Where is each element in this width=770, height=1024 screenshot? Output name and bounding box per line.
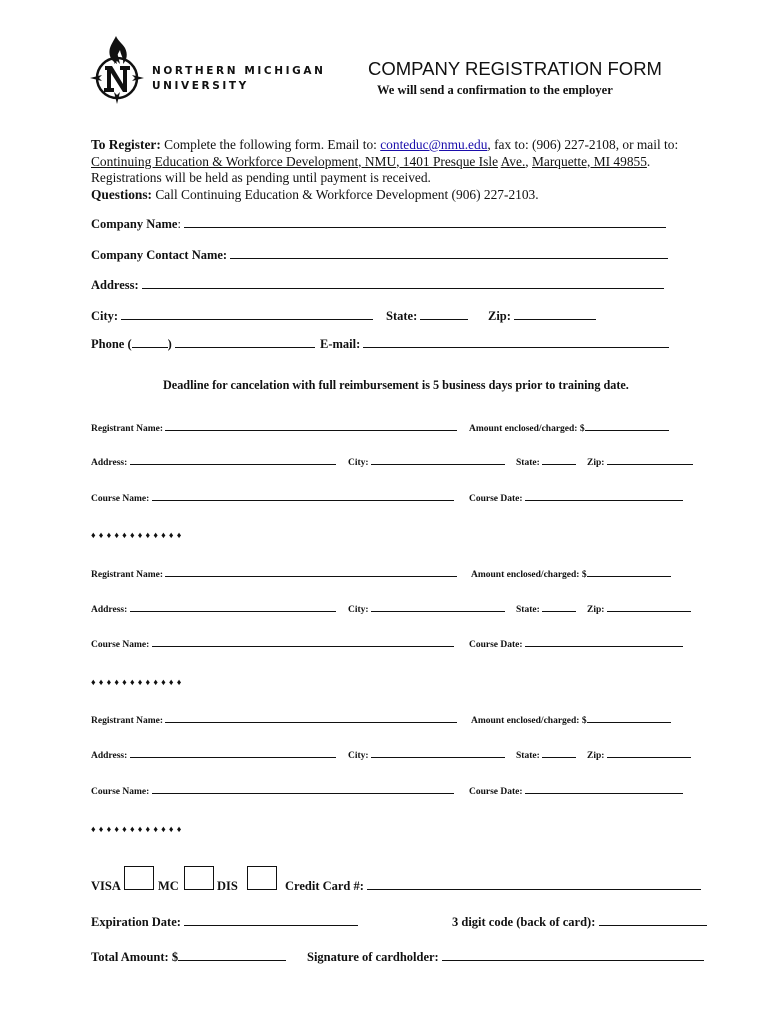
expiration-field[interactable]	[184, 924, 358, 926]
registrant-2-address-field[interactable]	[130, 610, 336, 612]
company-contact-field[interactable]	[230, 257, 668, 259]
registrant-3-course-name-group	[91, 787, 454, 797]
registrant-city-label: City:	[348, 751, 369, 761]
mc-checkbox[interactable]	[184, 866, 214, 890]
registrant-2-city-field[interactable]	[371, 610, 505, 612]
company-name-label: Company Name	[91, 217, 178, 231]
registrant-2-state-field[interactable]	[542, 610, 576, 612]
registrant-3-course-date-group	[469, 787, 683, 797]
separator-3: ♦♦♦♦♦♦♦♦♦♦♦♦	[91, 824, 185, 834]
mail-address-part1: Continuing Education & Workforce Development, NMU, 1401 Presque Isle	[91, 153, 499, 169]
company-state-group	[386, 309, 468, 324]
course-date-label: Course Date:	[469, 640, 523, 650]
company-state-field[interactable]	[420, 318, 468, 320]
course-name-label: Course Name:	[91, 494, 150, 504]
company-email-group	[320, 337, 669, 352]
registrant-state-label: State:	[516, 751, 540, 761]
company-email-label: E-mail:	[320, 337, 361, 351]
registrant-city-label: City:	[348, 458, 369, 468]
phone-label: Phone (	[91, 337, 132, 351]
register-label: To Register:	[91, 137, 161, 152]
phone-close-paren: )	[167, 337, 172, 351]
registrant-1-course-date-field[interactable]	[525, 499, 683, 501]
company-phone-group	[91, 337, 315, 352]
registrant-3-amount-group	[471, 716, 671, 726]
credit-card-group	[285, 879, 701, 894]
course-date-label: Course Date:	[469, 494, 523, 504]
company-state-label: State:	[386, 309, 418, 323]
registrant-2-address-group	[91, 605, 336, 615]
company-name-colon: :	[177, 217, 181, 231]
registrant-3-address-group	[91, 751, 336, 761]
registrant-2-amount-field[interactable]	[587, 575, 671, 577]
registrant-3-zip-field[interactable]	[607, 756, 691, 758]
amount-dollar: $	[581, 570, 587, 580]
security-code-field[interactable]	[599, 924, 707, 926]
dis-label-group	[217, 879, 238, 894]
registrant-3-state-group	[516, 751, 576, 761]
total-dollar: $	[171, 950, 179, 964]
registrant-address-label: Address:	[91, 458, 128, 468]
instructions-paragraph	[91, 137, 711, 203]
credit-card-label: Credit Card #:	[285, 879, 364, 893]
signature-group	[307, 950, 704, 965]
registrant-2-zip-field[interactable]	[607, 610, 691, 612]
registrant-1-state-field[interactable]	[542, 463, 576, 465]
registrant-1-zip-group	[587, 458, 693, 468]
separator-1: ♦♦♦♦♦♦♦♦♦♦♦♦	[91, 530, 185, 540]
course-name-label: Course Name:	[91, 787, 150, 797]
university-name-line1: NORTHERN MICHIGAN	[152, 65, 326, 77]
questions-label: Questions:	[91, 186, 153, 202]
email-link[interactable]: conteduc@nmu.edu	[380, 137, 488, 152]
registrant-3-course-date-field[interactable]	[525, 792, 683, 794]
registrant-city-label: City:	[348, 605, 369, 615]
credit-card-field[interactable]	[367, 888, 701, 890]
visa-label: VISA	[91, 879, 121, 893]
total-amount-label: Total Amount:	[91, 950, 169, 964]
separator-2: ♦♦♦♦♦♦♦♦♦♦♦♦	[91, 677, 185, 687]
registrant-2-name-field[interactable]	[165, 575, 457, 577]
registrant-3-amount-field[interactable]	[587, 721, 671, 723]
amount-dollar: $	[581, 716, 587, 726]
signature-field[interactable]	[442, 959, 704, 961]
registrant-1-amount-field[interactable]	[585, 429, 669, 431]
mail-address-part2: Ave.	[500, 153, 526, 169]
amount-dollar: $	[579, 424, 585, 434]
fax-text: , fax to: (906) 227-2108, or mail to:	[487, 137, 679, 152]
mail-address-part3: ,	[525, 153, 532, 169]
form-title: COMPANY REGISTRATION FORM	[368, 58, 662, 79]
registrant-state-label: State:	[516, 605, 540, 615]
registrant-2-amount-group	[471, 570, 671, 580]
security-code-label: 3 digit code (back of card):	[452, 915, 596, 929]
company-zip-group	[488, 309, 596, 324]
amount-label: Amount enclosed/charged:	[471, 716, 580, 726]
company-contact-label: Company Contact Name:	[91, 248, 228, 262]
registrant-3-zip-group	[587, 751, 691, 761]
registrant-zip-label: Zip:	[587, 458, 605, 468]
registrant-3-state-field[interactable]	[542, 756, 576, 758]
registrant-state-label: State:	[516, 458, 540, 468]
amount-label: Amount enclosed/charged:	[469, 424, 578, 434]
company-city-label: City:	[91, 309, 119, 323]
registrant-1-course-date-group	[469, 494, 683, 504]
registrant-3-name-group	[91, 716, 457, 726]
company-city-row	[91, 309, 373, 324]
registrant-3-course-name-field[interactable]	[152, 792, 454, 794]
signature-label: Signature of cardholder:	[307, 950, 439, 964]
registrant-3-city-group	[348, 751, 505, 761]
registrant-3-city-field[interactable]	[371, 756, 505, 758]
amount-label: Amount enclosed/charged:	[471, 570, 580, 580]
phone-area-code-field[interactable]	[132, 346, 168, 348]
registrant-zip-label: Zip:	[587, 605, 605, 615]
registrant-2-zip-group	[587, 605, 691, 615]
dis-checkbox[interactable]	[247, 866, 277, 890]
registrant-2-state-group	[516, 605, 576, 615]
company-zip-label: Zip:	[488, 309, 511, 323]
registrant-2-course-date-group	[469, 640, 683, 650]
form-subtitle: We will send a confirmation to the employer	[377, 83, 613, 97]
company-address-label: Address:	[91, 278, 139, 292]
company-email-field[interactable]	[363, 346, 669, 348]
phone-number-field[interactable]	[175, 346, 315, 348]
company-zip-field[interactable]	[514, 318, 596, 320]
company-address-field[interactable]	[142, 287, 664, 289]
pending-text: . Registrations will be held as pending until payment is received.	[91, 153, 651, 185]
mail-city: Marquette, MI 49855	[532, 153, 647, 169]
registrant-address-label: Address:	[91, 605, 128, 615]
registrant-1-address-group	[91, 458, 336, 468]
registrant-1-address-field[interactable]	[130, 463, 336, 465]
total-amount-field[interactable]	[178, 959, 286, 961]
total-amount-group	[91, 950, 286, 965]
registrant-1-course-name-field[interactable]	[152, 499, 454, 501]
registrant-1-state-group	[516, 458, 576, 468]
company-address-row	[91, 278, 664, 293]
registrant-3-name-field[interactable]	[165, 721, 457, 723]
registrant-zip-label: Zip:	[587, 751, 605, 761]
expiration-label: Expiration Date:	[91, 915, 181, 929]
registrant-name-label: Registrant Name:	[91, 424, 164, 434]
registrant-2-name-group	[91, 570, 457, 580]
registrant-1-city-group	[348, 458, 505, 468]
company-name-row	[91, 217, 666, 232]
registrant-address-label: Address:	[91, 751, 128, 761]
company-contact-row	[91, 248, 668, 263]
deadline-notice: Deadline for cancelation with full reimbursement is 5 business days prior to training date.	[163, 378, 629, 392]
registrant-1-zip-field[interactable]	[607, 463, 693, 465]
expiration-group	[91, 915, 358, 930]
visa-checkbox[interactable]	[124, 866, 154, 890]
registrant-2-course-date-field[interactable]	[525, 645, 683, 647]
register-text: Complete the following form. Email to:	[160, 137, 381, 152]
registrant-name-label: Registrant Name:	[91, 570, 164, 580]
registrant-1-name-field[interactable]	[165, 429, 457, 431]
registrant-1-course-name-group	[91, 494, 454, 504]
nmu-logo	[86, 34, 148, 106]
registrant-2-city-group	[348, 605, 505, 615]
university-name-line2: UNIVERSITY	[152, 80, 249, 92]
registrant-name-label: Registrant Name:	[91, 716, 164, 726]
registrant-2-course-name-field[interactable]	[152, 645, 454, 647]
mc-label: MC	[158, 879, 179, 893]
dis-label: DIS	[217, 879, 238, 893]
registrant-1-amount-group	[469, 424, 669, 434]
questions-text: Call Continuing Education & Workforce Development (906) 227-2103.	[152, 186, 539, 202]
registrant-3-address-field[interactable]	[130, 756, 336, 758]
company-city-field[interactable]	[121, 318, 373, 320]
registrant-1-city-field[interactable]	[371, 463, 505, 465]
course-name-label: Course Name:	[91, 640, 150, 650]
registrant-1-name-group	[91, 424, 457, 434]
course-date-label: Course Date:	[469, 787, 523, 797]
security-code-group	[452, 915, 707, 930]
registrant-2-course-name-group	[91, 640, 454, 650]
company-name-field[interactable]	[184, 226, 666, 228]
